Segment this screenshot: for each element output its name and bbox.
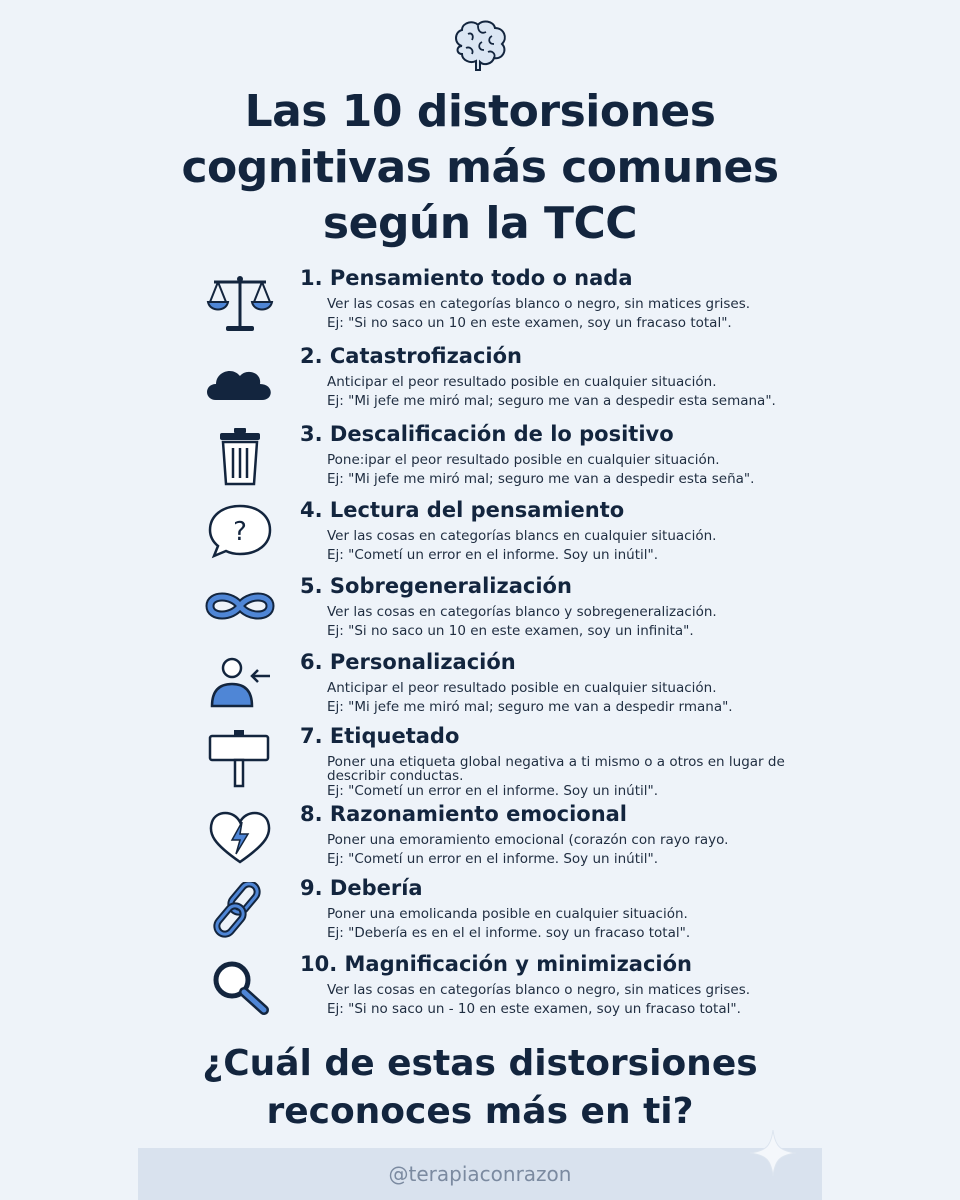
item-description: Poner una emoramiento emocional (corazón con rayo rayo. (327, 832, 729, 848)
distortion-item-8 (200, 802, 780, 880)
item-title: 5. Sobregeneralización (300, 574, 572, 598)
item-example: Ej: "Cometí un error en el informe. Soy un inútil". (327, 851, 659, 867)
item-title: 10. Magnificación y minimización (300, 952, 693, 976)
item-description: Ver las cosas en categorías blanco o negro, sin matices grises. (327, 296, 751, 312)
item-description: Anticipar el peor resultado posible en cualquier situación. (327, 374, 717, 390)
question-line: reconoces más en ti? (266, 1091, 694, 1132)
trash-icon (200, 428, 280, 500)
item-example: Ej: "Cometí un error en el informe. Soy un inútil". (327, 783, 659, 799)
sparkle-icon (748, 1128, 798, 1178)
item-title: 4. Lectura del pensamiento (300, 498, 625, 522)
item-example: Ej: "Si no saco un - 10 en este examen, soy un fracaso total". (327, 1001, 741, 1017)
person-arrow-icon (200, 656, 280, 728)
item-title: 1. Pensamiento todo o nada (300, 266, 633, 290)
item-description: Ver las cosas en categorías blanco y sobregeneralización. (327, 604, 717, 620)
item-description: Ver las cosas en categorías blancs en cualquier situación. (327, 528, 717, 544)
item-description: Poner una emolicanda posible en cualquier situación. (327, 906, 688, 922)
closing-question (0, 1040, 960, 1136)
distortion-item-9 (200, 876, 780, 954)
brain-icon (448, 16, 512, 72)
page-title (0, 84, 960, 252)
distortion-item-4 (200, 498, 780, 576)
distortion-item-1 (200, 266, 780, 344)
svg-text:?: ? (233, 517, 247, 547)
title-line: cognitivas más comunes (181, 142, 779, 193)
infinity-icon (200, 580, 280, 652)
item-description: Anticipar el peor resultado posible en cualquier situación. (327, 680, 717, 696)
signpost-icon (200, 730, 280, 802)
distortion-item-2 (200, 344, 780, 422)
title-line: según la TCC (322, 198, 638, 249)
item-description: Pone:ipar el peor resultado posible en cualquier situación. (327, 452, 720, 468)
chain-icon (200, 882, 280, 954)
question-line: ¿Cuál de estas distorsiones (202, 1043, 758, 1084)
item-title: 9. Debería (300, 876, 423, 900)
item-example: Ej: "Mi jefe me miró mal; seguro me van a despedir rmana". (327, 699, 733, 715)
item-example: Ej: "Si no saco un 10 en este examen, soy un fracaso total". (327, 315, 732, 331)
item-title: 3. Descalificación de lo positivo (300, 422, 674, 446)
title-line: Las 10 distorsiones (244, 86, 716, 137)
distortion-item-7 (200, 724, 785, 802)
distortion-item-5 (200, 574, 780, 652)
item-title: 2. Catastrofización (300, 344, 522, 368)
item-description: Ver las cosas en categorías blanco o negro, sin matices grises. (327, 982, 751, 998)
scale-icon (200, 272, 280, 344)
distortion-item-3 (200, 422, 780, 500)
distortion-item-6 (200, 650, 780, 728)
cloud-icon (200, 350, 280, 422)
item-title: 6. Personalización (300, 650, 516, 674)
footer-handle: @terapiaconrazon (138, 1148, 822, 1200)
item-title: 8. Razonamiento emocional (300, 802, 628, 826)
item-example: Ej: "Cometí un error en el informe. Soy un inútil". (327, 547, 659, 563)
heart-bolt-icon (200, 808, 280, 880)
item-example: Ej: "Debería es en el el informe. soy un fracaso total". (327, 925, 691, 941)
item-example: Ej: "Mi jefe me miró mal; seguro me van a despedir esta seña". (327, 471, 755, 487)
item-title: 7. Etiquetado (300, 724, 460, 748)
item-description: Poner una etiqueta global negativa a ti mismo o a otros en lugar de describir conductas. (327, 754, 785, 784)
magnifier-icon (200, 958, 280, 1030)
question-bubble-icon (200, 504, 280, 576)
item-example: Ej: "Mi jefe me miró mal; seguro me van a despedir esta semana". (327, 393, 776, 409)
item-example: Ej: "Si no saco un 10 en este examen, soy un infinita". (327, 623, 694, 639)
distortion-item-10 (200, 952, 780, 1030)
